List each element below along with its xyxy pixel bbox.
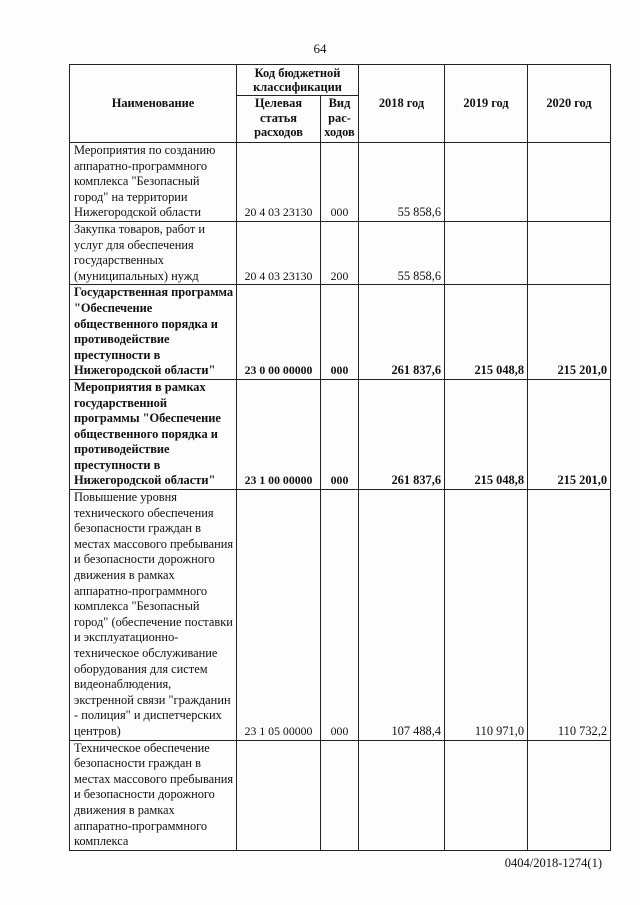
table-row xyxy=(70,285,611,380)
row-2018: 107 488,4 xyxy=(359,490,445,741)
row-2020 xyxy=(528,143,611,222)
page-number: 64 xyxy=(313,41,327,56)
header-budget-code-group: Код бюджетной классификации xyxy=(237,65,359,96)
row-2020 xyxy=(528,221,611,284)
row-target-item: 20 4 03 23130 xyxy=(237,221,321,284)
row-2019 xyxy=(445,740,528,850)
table-row xyxy=(70,143,611,222)
table-row xyxy=(70,740,611,850)
row-target-item: 23 0 00 00000 xyxy=(237,285,321,380)
row-2019: 110 971,0 xyxy=(445,490,528,741)
row-2018: 261 837,6 xyxy=(359,379,445,489)
row-2019 xyxy=(445,221,528,284)
row-2019: 215 048,8 xyxy=(445,285,528,380)
row-name: Закупка товаров, работ и услуг для обеспечения государственных (муниципальных) нужд xyxy=(70,221,237,284)
row-2019 xyxy=(445,143,528,222)
row-name: Мероприятия по созданию аппаратно-программного комплекса "Безопасный город" на территории Нижегородской области xyxy=(70,143,237,222)
row-name: Повышение уровня технического обеспечения безопасности граждан в местах массового пребывания и безопасности дорожного движения в рамках аппаратно-программного комплекса "Безопасный город" (обеспечение поставки и эксплуатационно-техническое обслуживание оборудования для систем видеонаблюдения, экстренной связи "гражданин - полиция" и диспетчерских центров) xyxy=(70,490,237,741)
row-2020: 110 732,2 xyxy=(528,490,611,741)
row-expense-type: 000 xyxy=(321,379,359,489)
row-expense-type: 000 xyxy=(321,143,359,222)
row-2018 xyxy=(359,740,445,850)
row-expense-type: 200 xyxy=(321,221,359,284)
row-expense-type xyxy=(321,740,359,850)
header-expense-type: Вид рас-ходов xyxy=(321,96,359,143)
row-2020 xyxy=(528,740,611,850)
row-2020: 215 201,0 xyxy=(528,285,611,380)
table-row xyxy=(70,379,611,489)
header-2019: 2019 год xyxy=(445,65,528,143)
row-expense-type: 000 xyxy=(321,285,359,380)
row-name: Государственная программа "Обеспечение общественного порядка и противодействие преступности в Нижегородской области" xyxy=(70,285,237,380)
header-2020: 2020 год xyxy=(528,65,611,143)
header-target-item: Целевая статья расходов xyxy=(237,96,321,143)
table-row xyxy=(70,490,611,741)
row-2020: 215 201,0 xyxy=(528,379,611,489)
row-2018: 55 858,6 xyxy=(359,143,445,222)
row-target-item: 23 1 05 00000 xyxy=(237,490,321,741)
document-code: 0404/2018-1274(1) xyxy=(504,856,602,870)
budget-table xyxy=(69,64,611,851)
header-name: Наименование xyxy=(70,65,237,143)
row-target-item: 23 1 00 00000 xyxy=(237,379,321,489)
row-2018: 55 858,6 xyxy=(359,221,445,284)
table-row xyxy=(70,221,611,284)
row-name: Техническое обеспечение безопасности граждан в местах массового пребывания и безопасности дорожного движения в рамках аппаратно-программного комплекса xyxy=(70,740,237,850)
row-2019: 215 048,8 xyxy=(445,379,528,489)
header-2018: 2018 год xyxy=(359,65,445,143)
row-expense-type: 000 xyxy=(321,490,359,741)
row-2018: 261 837,6 xyxy=(359,285,445,380)
row-target-item: 20 4 03 23130 xyxy=(237,143,321,222)
row-target-item xyxy=(237,740,321,850)
row-name: Мероприятия в рамках государственной программы "Обеспечение общественного порядка и противодействие преступности в Нижегородской области" xyxy=(70,379,237,489)
